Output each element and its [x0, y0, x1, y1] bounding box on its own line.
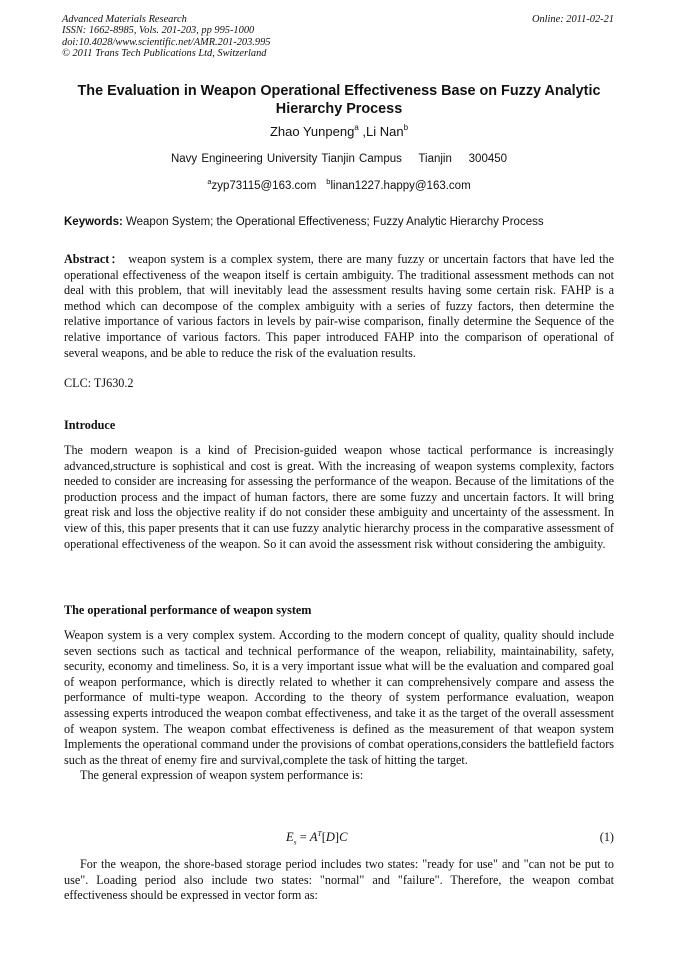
- author-superscript: b: [403, 123, 409, 132]
- author-superscript: a: [354, 123, 359, 132]
- section-heading-operational-performance: The operational performance of weapon system: [64, 603, 312, 617]
- author-name: Zhao Yunpeng: [269, 124, 355, 139]
- abstract-text: weapon system is a complex system, there are many fuzzy or uncertain factors that have led the operational effectiveness of the weapon itself is certain ambiguity. The traditional assessment methods can not deal with this problem, that will inevitably lead the assessment results having some certain risk. FAHP is a method which can decompose of the complex ambiguity with a series of fuzzy factors, then determine the relative importance of various factors in levels by pair-wise comparison, finally determine the Sequence of the relative importance of various factors. This paper introduced FAHP into the comparison of operational of several weapons, and be able to reduce the risk of the evaluation results.: [64, 252, 615, 360]
- abstract-label: Abstract：: [64, 252, 125, 266]
- equation-number: (1): [599, 830, 614, 844]
- email-line: [62, 177, 616, 192]
- email-superscript: b: [326, 177, 331, 186]
- email-superscript: a: [207, 177, 212, 186]
- email-link[interactable]: linan1227.happy@163.com: [330, 180, 471, 192]
- expression-intro: The general expression of weapon system performance is:: [80, 768, 364, 783]
- journal-name: Advanced Materials Research: [62, 14, 187, 25]
- keywords-text: Weapon System; the Operational Effectiveness; Fuzzy Analytic Hierarchy Process: [122, 216, 544, 228]
- doi-line: doi:10.4028/www.scientific.net/AMR.201-203.995: [62, 36, 271, 48]
- email-link[interactable]: zyp73115@163.com: [211, 180, 317, 192]
- affiliation: Navy Engineering University Tianjin Campus Tianjin 300450: [170, 153, 508, 165]
- operational-paragraph: Weapon system is a very complex system. According to the modern concept of quality, quality should include seven sections such as tactical and technical performance of the weapon, reliability, maintainability, safety, security, economy and timeliness. So, it is a very important issue what will be the evaluation and compared goal of weapon performance, which is directly related to whether it can comprehensively compare and assess the performance of multi-type weapon. According to the theory of system performance evaluation, weapon assessing experts introduced the weapon combat effectiveness, and take it as the target of the overall assessment of weapon system. The weapon combat effectiveness is defined as the measurement of that weapon system Implements the operational command under the provisions of combat operations,considers the battlefield factors such as the threat of enemy fire and survival,complete the task of hitting the target.: [64, 628, 614, 767]
- author-name: ,Li Nan: [358, 124, 404, 139]
- paper-title: The Evaluation in Weapon Operational Effectiveness Base on Fuzzy Analytic Hierarchy Process: [77, 83, 601, 117]
- equation-1: $E_s = A^T[D]C$: [286, 829, 348, 847]
- section-heading-introduce: Introduce: [64, 418, 116, 432]
- online-date: Online: 2011-02-21: [531, 14, 614, 25]
- keywords-label: Keywords:: [64, 216, 123, 228]
- journal-header: [62, 14, 270, 59]
- operational-section: [64, 628, 614, 784]
- post-equation-paragraph: For the weapon, the shore-based storage period includes two states: "ready for use" and "can not be put to use". Loading period also include two states: "normal" and "failure". Therefore, the weapon combat effectiveness should be expressed in vector form as:: [64, 857, 614, 903]
- copyright-line: © 2011 Trans Tech Publications Ltd, Switzerland: [62, 47, 267, 59]
- intro-paragraph: The modern weapon is a kind of Precision-guided weapon whose tactical performance is increasingly advanced,structure is sophistical and cost is great. With the increasing of weapon systems complexity, factors needed to consider are increasing for assessing the performance of the weapon. Because of the limitations of the production process and the impact of human factors, there are some fuzzy and uncertain factors. It will bring great risk and loss the objective reality if do not consider these ambiguity and uncertainty of the assessment. In view of this, this paper presents that it can use fuzzy analytic hierarchy process in the comparative assessment of operational effectiveness of the weapon. So it can avoid the assessment risk without considering the ambiguity.: [64, 443, 614, 551]
- keywords: [64, 216, 616, 228]
- author-line: [62, 123, 616, 139]
- clc-code: CLC: TJ630.2: [64, 376, 134, 390]
- abstract: [64, 252, 614, 361]
- issn-line: ISSN: 1662-8985, Vols. 201-203, pp 995-1000: [62, 25, 255, 37]
